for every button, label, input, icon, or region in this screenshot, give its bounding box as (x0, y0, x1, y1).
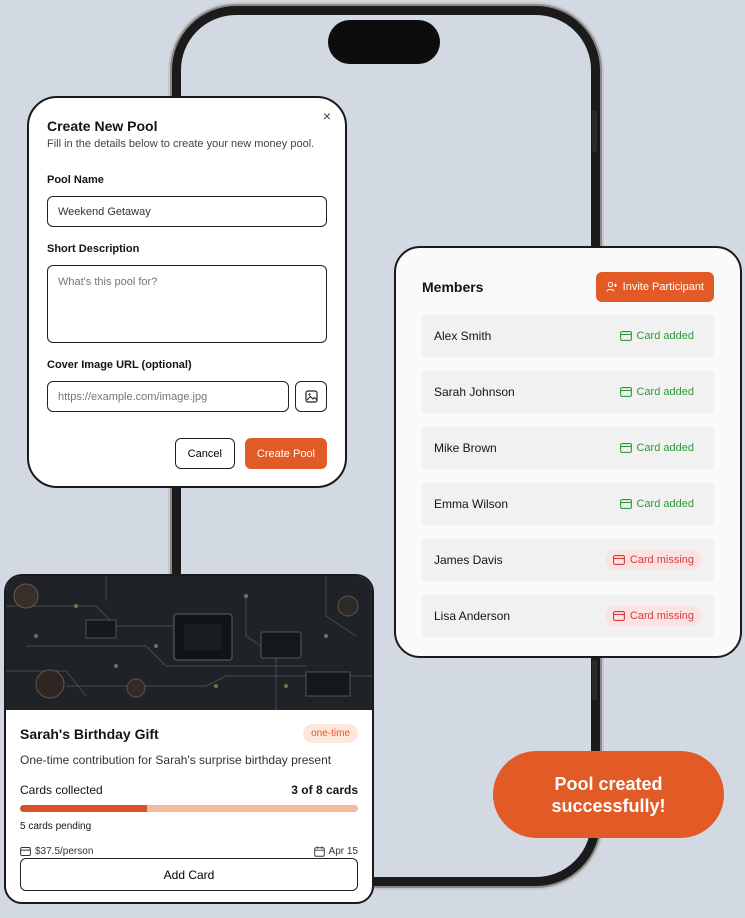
progress-bar (20, 805, 358, 812)
pool-cover-image (6, 576, 372, 710)
credit-card-icon (620, 499, 632, 509)
member-name: Alex Smith (434, 329, 492, 343)
cover-image-label: Cover Image URL (optional) (47, 359, 192, 371)
pool-date-text: Apr 15 (328, 846, 358, 857)
user-plus-icon (606, 281, 618, 293)
phone-notch (328, 20, 440, 64)
status-text: Card missing (629, 610, 694, 622)
circuit-board-image (6, 576, 372, 710)
progress-bar-fill (20, 805, 147, 812)
cancel-button[interactable]: Cancel (175, 438, 235, 469)
credit-card-icon (613, 611, 625, 621)
image-icon (305, 390, 318, 403)
image-upload-button[interactable] (295, 381, 327, 412)
dialog-actions (47, 438, 327, 469)
status-badge (605, 606, 702, 626)
description-input[interactable] (47, 265, 327, 343)
status-text: Card added (636, 386, 694, 398)
members-title: Members (422, 279, 484, 295)
pool-body (6, 710, 372, 891)
cover-image-input[interactable] (47, 381, 289, 412)
status-badge (612, 438, 703, 458)
member-row[interactable] (422, 426, 714, 470)
credit-card-icon (620, 331, 632, 341)
member-name: James Davis (434, 553, 503, 567)
member-row[interactable] (422, 314, 714, 358)
per-person-text: $37.5/person (35, 846, 94, 857)
dialog-subtitle: Fill in the details below to create your new money pool. (47, 138, 315, 150)
phone-side-button (592, 110, 597, 152)
close-icon[interactable]: × (322, 108, 331, 124)
progress-label: Cards collected (20, 783, 103, 797)
calendar-icon (314, 846, 325, 857)
invite-participant-button[interactable] (596, 272, 714, 302)
member-row[interactable] (422, 538, 714, 582)
phone-side-button (592, 660, 597, 700)
per-person-amount (20, 846, 93, 857)
member-name: Mike Brown (434, 441, 497, 455)
members-panel (394, 246, 742, 658)
credit-card-icon (620, 387, 632, 397)
add-card-button[interactable]: Add Card (20, 858, 358, 891)
description-label: Short Description (47, 243, 140, 255)
member-row[interactable] (422, 594, 714, 638)
member-row[interactable] (422, 370, 714, 414)
credit-card-icon (613, 555, 625, 565)
pool-meta-row (20, 846, 358, 857)
status-badge (612, 494, 703, 514)
credit-card-icon (20, 847, 31, 856)
success-toast: Pool created successfully! (493, 751, 724, 838)
pool-title: Sarah's Birthday Gift (20, 725, 159, 742)
create-pool-button[interactable]: Create Pool (245, 438, 327, 469)
pool-card (4, 574, 374, 904)
members-header (422, 272, 714, 302)
pool-name-input[interactable] (47, 196, 327, 227)
status-badge (612, 382, 703, 402)
status-text: Card missing (629, 554, 694, 566)
members-list (422, 314, 714, 638)
pending-count: 5 cards pending (20, 821, 92, 832)
status-text: Card added (636, 442, 694, 454)
credit-card-icon (620, 443, 632, 453)
invite-participant-label: Invite Participant (622, 281, 704, 293)
pool-date (314, 846, 358, 857)
member-row[interactable] (422, 482, 714, 526)
progress-count: 3 of 8 cards (291, 783, 358, 797)
cover-image-row (47, 381, 327, 412)
member-name: Emma Wilson (434, 497, 509, 511)
create-pool-dialog (27, 96, 347, 488)
dialog-title: Create New Pool (47, 118, 158, 134)
member-name: Sarah Johnson (434, 385, 515, 399)
status-text: Card added (636, 330, 694, 342)
status-text: Card added (636, 498, 694, 510)
pool-name-label: Pool Name (47, 174, 104, 186)
progress-row (20, 783, 358, 797)
status-badge (612, 326, 703, 346)
status-badge (605, 550, 702, 570)
pool-title-row (20, 724, 358, 743)
member-name: Lisa Anderson (434, 609, 511, 623)
pool-type-badge: one-time (303, 724, 358, 743)
pool-description: One-time contribution for Sarah's surprise birthday present (20, 753, 332, 767)
